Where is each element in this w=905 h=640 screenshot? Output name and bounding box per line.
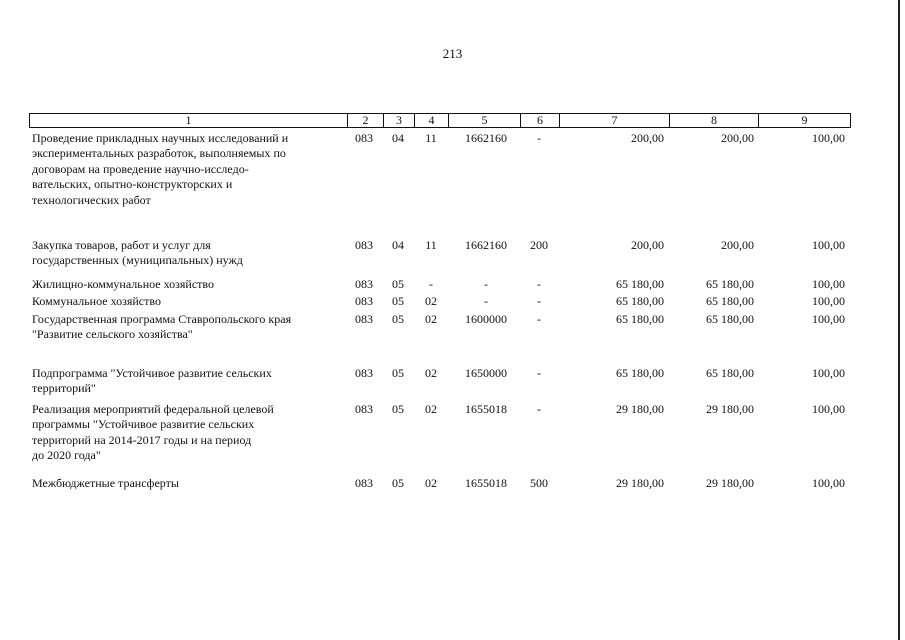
cell-col-2: 083: [355, 238, 373, 252]
row-name: [32, 277, 342, 292]
cell-col-7: 29 180,00: [616, 402, 664, 416]
page-number: 213: [442, 46, 463, 61]
row-name-line: Коммунальное хозяйство: [32, 294, 161, 308]
cell-col-4: 02: [425, 312, 437, 326]
cell-col-3: 05: [392, 476, 404, 490]
cell-col-7: 65 180,00: [616, 366, 664, 380]
cell-col-3: 05: [392, 277, 404, 291]
row-name: [32, 238, 342, 269]
cell-col-6: -: [537, 312, 541, 326]
cell-col-8: 29 180,00: [706, 402, 754, 416]
header-cell-4: 4: [414, 113, 448, 128]
cell-col-3: 05: [392, 366, 404, 380]
row-name-line: территорий": [32, 381, 96, 396]
header-cell-3: 3: [383, 113, 414, 128]
row-name: [32, 131, 342, 208]
cell-col-8: 65 180,00: [706, 277, 754, 291]
row-name-line: Проведение прикладных научных исследований и: [32, 131, 289, 145]
cell-col-9: 100,00: [812, 277, 845, 291]
cell-col-6: -: [537, 366, 541, 380]
cell-col-8: 65 180,00: [706, 294, 754, 308]
cell-col-5: 1662160: [465, 238, 507, 252]
cell-col-7: 65 180,00: [616, 312, 664, 326]
cell-col-5: 1650000: [465, 366, 507, 380]
row-name-line: экспериментальных разработок, выполняемых по: [32, 146, 286, 161]
header-cell-9: 9: [758, 113, 851, 128]
cell-col-7: 200,00: [631, 131, 664, 145]
cell-col-5: 1655018: [465, 402, 507, 416]
cell-col-4: 11: [425, 131, 437, 145]
row-name-line: договорам на проведение научно-исследо-: [32, 161, 249, 176]
row-name: [32, 366, 342, 397]
cell-col-7: 200,00: [631, 238, 664, 252]
cell-col-2: 083: [355, 277, 373, 291]
cell-col-2: 083: [355, 294, 373, 308]
cell-col-4: 11: [425, 238, 437, 252]
header-cell-6: 6: [520, 113, 559, 128]
row-name-line: Жилищно-коммунальное хозяйство: [32, 277, 215, 291]
row-name-line: Межбюджетные трансферты: [32, 476, 179, 490]
header-cell-7: 7: [559, 113, 669, 128]
cell-col-2: 083: [355, 476, 373, 490]
header-cell-8: 8: [669, 113, 758, 128]
header-cell-2: 2: [347, 113, 383, 128]
cell-col-2: 083: [355, 131, 373, 145]
cell-col-8: 200,00: [721, 238, 754, 252]
cell-col-7: 65 180,00: [616, 294, 664, 308]
cell-col-8: 65 180,00: [706, 312, 754, 326]
cell-col-6: 500: [530, 476, 548, 490]
cell-col-5: -: [484, 277, 488, 291]
page-edge-line: [898, 0, 900, 640]
cell-col-9: 100,00: [812, 131, 845, 145]
row-name-line: Государственная программа Ставропольского края: [32, 312, 292, 326]
cell-col-4: 02: [425, 366, 437, 380]
cell-col-9: 100,00: [812, 294, 845, 308]
row-name-line: Подпрограмма "Устойчивое развитие сельских: [32, 366, 272, 380]
cell-col-8: 200,00: [721, 131, 754, 145]
cell-col-3: 05: [392, 312, 404, 326]
cell-col-2: 083: [355, 366, 373, 380]
cell-col-7: 29 180,00: [616, 476, 664, 490]
cell-col-7: 65 180,00: [616, 277, 664, 291]
row-name-line: до 2020 года": [32, 448, 101, 463]
cell-col-2: 083: [355, 402, 373, 416]
cell-col-3: 05: [392, 294, 404, 308]
row-name: [32, 312, 342, 343]
cell-col-4: 02: [425, 294, 437, 308]
row-name-line: территорий на 2014-2017 годы и на период: [32, 432, 252, 447]
cell-col-9: 100,00: [812, 312, 845, 326]
cell-col-6: -: [537, 294, 541, 308]
row-name-line: программы "Устойчивое развитие сельских: [32, 417, 255, 432]
row-name-line: "Развитие сельского хозяйства": [32, 327, 193, 342]
cell-col-8: 29 180,00: [706, 476, 754, 490]
cell-col-6: -: [537, 131, 541, 145]
cell-col-4: 02: [425, 402, 437, 416]
cell-col-5: -: [484, 294, 488, 308]
row-name: [32, 294, 342, 309]
cell-col-3: 04: [392, 131, 404, 145]
cell-col-5: 1662160: [465, 131, 507, 145]
cell-col-5: 1600000: [465, 312, 507, 326]
header-cell-1: 1: [29, 113, 347, 128]
row-name-line: вательских, опытно-конструкторских и: [32, 177, 233, 192]
cell-col-6: -: [537, 402, 541, 416]
row-name: [32, 476, 342, 491]
cell-col-4: -: [429, 277, 433, 291]
cell-col-9: 100,00: [812, 476, 845, 490]
cell-col-9: 100,00: [812, 238, 845, 252]
header-cell-5: 5: [448, 113, 520, 128]
cell-col-3: 04: [392, 238, 404, 252]
cell-col-8: 65 180,00: [706, 366, 754, 380]
cell-col-3: 05: [392, 402, 404, 416]
cell-col-6: 200: [530, 238, 548, 252]
cell-col-2: 083: [355, 312, 373, 326]
row-name-line: Закупка товаров, работ и услуг для: [32, 238, 211, 252]
row-name: [32, 402, 342, 464]
cell-col-9: 100,00: [812, 402, 845, 416]
row-name-line: Реализация мероприятий федеральной целевой: [32, 402, 274, 416]
cell-col-5: 1655018: [465, 476, 507, 490]
cell-col-4: 02: [425, 476, 437, 490]
row-name-line: технологических работ: [32, 192, 151, 207]
cell-col-9: 100,00: [812, 366, 845, 380]
cell-col-6: -: [537, 277, 541, 291]
row-name-line: государственных (муниципальных) нужд: [32, 253, 243, 268]
